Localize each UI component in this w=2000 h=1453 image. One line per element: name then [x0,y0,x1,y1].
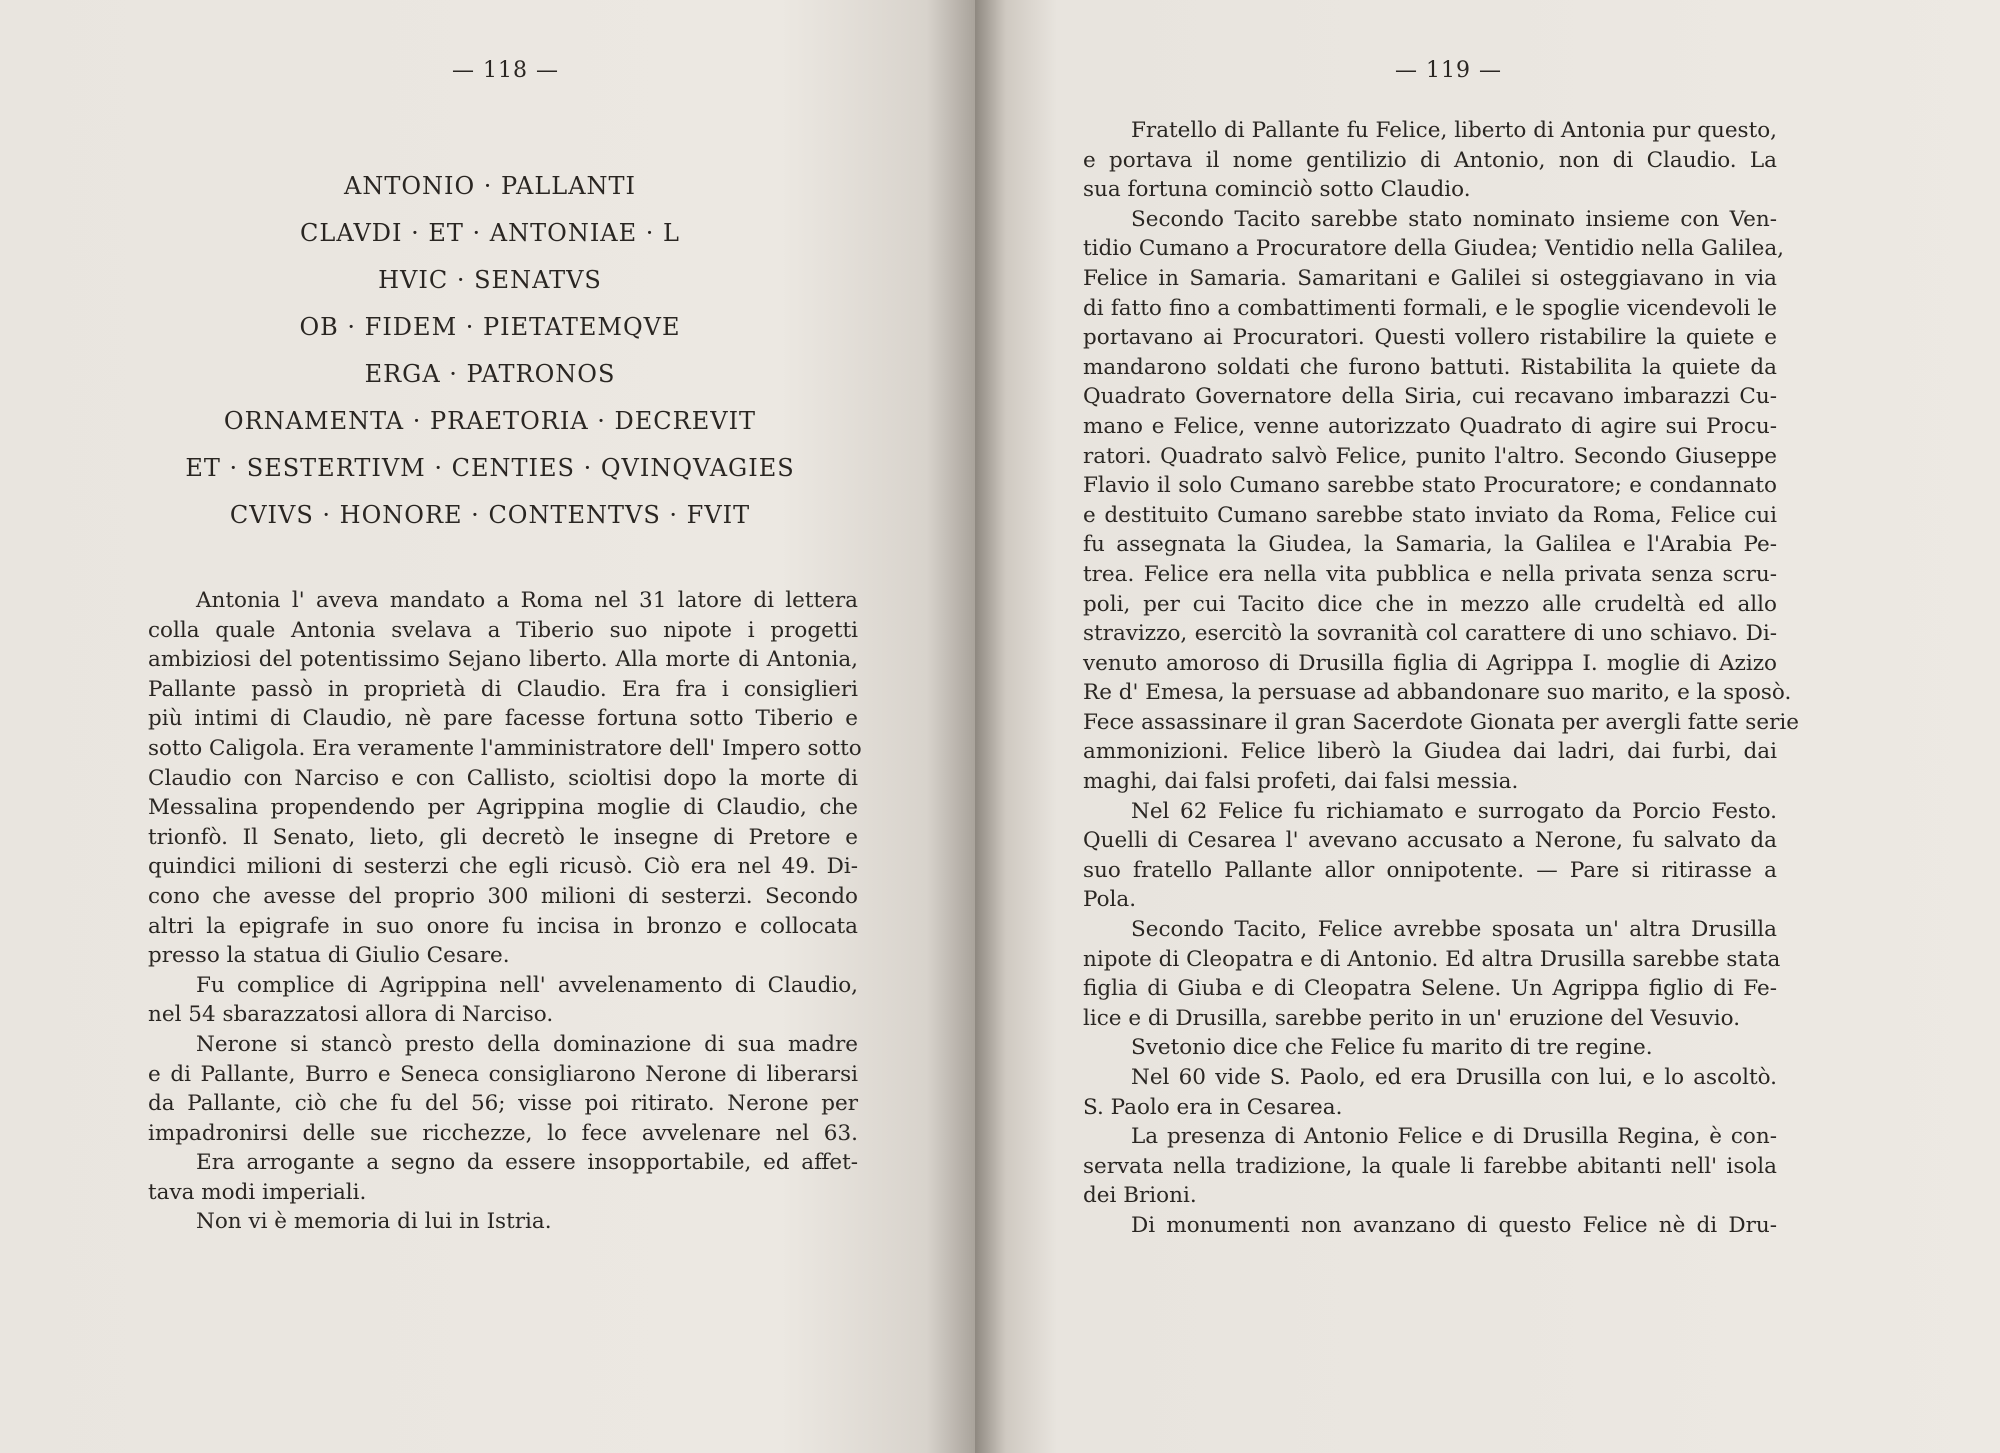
text-line: presso la statua di Giulio Cesare. [148,943,510,969]
text-line: sotto Caligola. Era veramente l'amministratore dell' Impero sotto [148,735,862,761]
inscription-line: ET · SESTERTIVM · CENTIES · QVINQVAGIES [185,454,795,482]
text-line: S. Paolo era in Cesarea. [1083,1094,1343,1120]
text-line: Svetonio dice che Felice fu marito di tre regine. [1131,1035,1653,1061]
body-text [148,586,862,1237]
text-line: nel 54 sbarazzatosi allora di Narciso. [148,1002,554,1028]
inscription-line: CVIVS · HONORE · CONTENTVS · FVIT [229,501,751,529]
text-line: dei Brioni. [1083,1183,1197,1209]
text-line: fu assegnata la Giudea, la Samaria, la Galilea e l'Arabia Pe- [1083,532,1777,558]
text-line: lice e di Drusilla, sarebbe perito in un' eruzione del Vesuvio. [1083,1005,1741,1031]
text-line: poli, per cui Tacito dice che in mezzo alle crudeltà ed allo [1083,591,1777,617]
text-line: di fatto fino a combattimenti formali, e le spoglie vicendevoli le [1083,295,1777,321]
text-line: altri la epigrafe in suo onore fu incisa in bronzo e collocata [148,913,858,939]
inscription-line: ORNAMENTA · PRAETORIA · DECREVIT [223,407,757,435]
inscription-line: CLAVDI · ET · ANTONIAE · L [300,219,680,247]
text-line: Di monumenti non avanzano di questo Felice nè di Dru- [1131,1212,1777,1238]
text-line: trionfò. Il Senato, lieto, gli decretò le insegne di Pretore e [148,824,858,850]
text-line: ratori. Quadrato salvò Felice, punito l'altro. Secondo Giuseppe [1083,443,1777,469]
text-line: Pola. [1083,887,1137,913]
text-line: e destituito Cumano sarebbe stato inviato da Roma, Felice cui [1083,502,1777,528]
text-line: ammonizioni. Felice liberò la Giudea dai ladri, dai furbi, dai [1083,739,1777,765]
text-line: Nel 62 Felice fu richiamato e surrogato da Porcio Festo. [1131,798,1777,824]
text-line: Flavio il solo Cumano sarebbe stato Procuratore; e condannato [1083,473,1777,499]
text-line: colla quale Antonia svelava a Tiberio suo nipote i progetti [148,617,858,643]
text-line: sua fortuna cominciò sotto Claudio. [1083,177,1471,203]
text-line: cono che avesse del proprio 300 milioni di sesterzi. Secondo [148,883,858,909]
latin-inscription [130,163,850,539]
text-line: nipote di Cleopatra e di Antonio. Ed altra Drusilla sarebbe stata [1083,946,1781,972]
text-line: Fratello di Pallante fu Felice, liberto di Antonia pur questo, [1131,118,1777,143]
text-line: venuto amoroso di Drusilla figlia di Agrippa I. moglie di Azizo [1083,650,1777,676]
text-line: stravizzo, esercitò la sovranità col carattere di uno schiavo. Di- [1083,621,1777,647]
body-text [1083,116,1799,1241]
inscription-line: ERGA · PATRONOS [364,360,616,388]
text-line: Antonia l' aveva mandato a Roma nel 31 latore di lettera [196,588,858,613]
text-line: Quelli di Cesarea l' avevano accusato a Nerone, fu salvato da [1083,828,1777,854]
text-line: suo fratello Pallante allor onnipotente. — Pare si ritirasse a [1083,857,1777,883]
text-line: Quadrato Governatore della Siria, cui recavano imbarazzi Cu- [1083,384,1777,410]
text-line: Re d' Emesa, la persuase ad abbandonare suo marito, e la sposò. [1083,680,1792,706]
inscription-line: HVIC · SENATVS [378,266,602,294]
text-line: trea. Felice era nella vita pubblica e nella privata senza scru- [1083,561,1777,587]
text-line: quindici milioni di sesterzi che egli ricusò. Ciò era nel 49. Di- [148,854,858,880]
text-line: Pallante passò in proprietà di Claudio. Era fra i consiglieri [148,676,858,702]
text-line: Messalina propendendo per Agrippina moglie di Claudio, che [148,795,858,821]
text-line: da Pallante, ciò che fu del 56; visse poi ritirato. Nerone per [148,1091,858,1117]
inscription-line: OB · FIDEM · PIETATEMQVE [299,313,681,341]
text-line: Non vi è memoria di lui in Istria. [196,1209,552,1235]
text-line: La presenza di Antonio Felice e di Drusilla Regina, è con- [1131,1124,1777,1150]
left-page [0,0,975,1453]
page-number: — 118 — [452,58,559,83]
text-line: servata nella tradizione, la quale li farebbe abitanti nell' isola [1083,1153,1777,1179]
text-line: Fece assassinare il gran Sacerdote Gionata per avergli fatte serie [1083,709,1799,735]
text-line: e di Pallante, Burro e Seneca consigliarono Nerone di liberarsi [148,1061,858,1087]
text-line: impadronirsi delle sue ricchezze, lo fece avvelenare nel 63. [148,1120,858,1146]
text-line: Fu complice di Agrippina nell' avvelenamento di Claudio, [196,972,858,998]
text-line: maghi, dai falsi profeti, dai falsi messia. [1083,769,1519,795]
text-line: Nel 60 vide S. Paolo, ed era Drusilla con lui, e lo ascoltò. [1131,1065,1777,1090]
text-line: ambiziosi del potentissimo Sejano liberto. Alla morte di Antonia, [148,647,858,673]
text-line: Nerone si stancò presto della dominazione di sua madre [196,1031,858,1057]
text-line: mandarono soldati che furono battuti. Ristabilita la quiete da [1083,354,1777,380]
text-line: Felice in Samaria. Samaritani e Galilei si osteggiavano in via [1083,265,1777,291]
text-line: Secondo Tacito, Felice avrebbe sposata un' altra Drusilla [1131,917,1777,943]
page-number: — 119 — [1395,58,1502,83]
text-line: più intimi di Claudio, nè pare facesse fortuna sotto Tiberio e [148,706,858,732]
inscription-line: ANTONIO · PALLANTI [343,172,637,200]
text-line: tidio Cumano a Procuratore della Giudea; Ventidio nella Galilea, [1083,236,1785,262]
text-line: portavano ai Procuratori. Questi vollero ristabilire la quiete e [1083,325,1777,351]
text-line: Era arrogante a segno da essere insopportabile, ed affet- [196,1150,858,1176]
right-page [975,0,2000,1453]
text-line: e portava il nome gentilizio di Antonio, non di Claudio. La [1083,147,1777,173]
text-line: figlia di Giuba e di Cleopatra Selene. Un Agrippa figlio di Fe- [1083,976,1777,1002]
text-line: tava modi imperiali. [148,1179,367,1205]
text-line: mano e Felice, venne autorizzato Quadrato di agire sui Procu- [1083,413,1777,439]
text-line: Claudio con Narciso e con Callisto, scioltisi dopo la morte di [148,765,858,791]
text-line: Secondo Tacito sarebbe stato nominato insieme con Ven- [1131,206,1777,232]
